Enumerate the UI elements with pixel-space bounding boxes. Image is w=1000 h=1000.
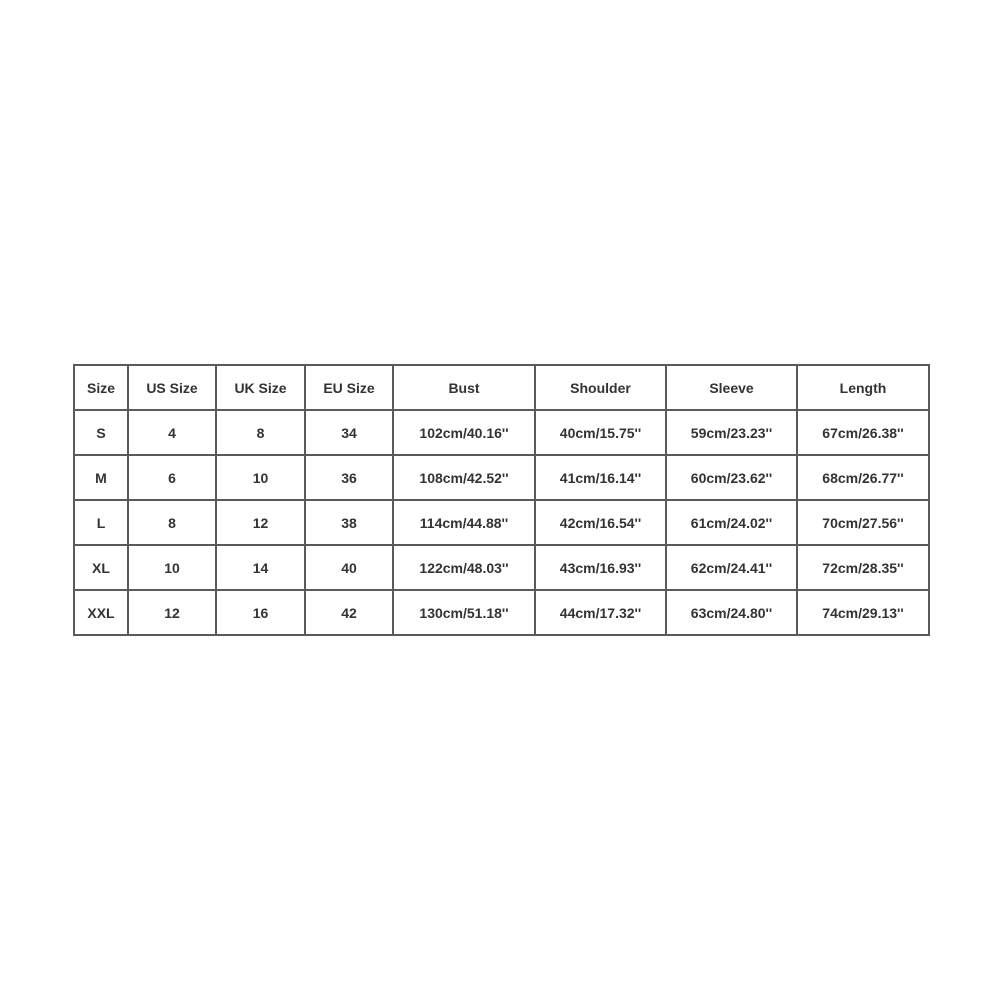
header-cell-eu-size: EU Size bbox=[305, 365, 393, 410]
cell-bust: 122cm/48.03'' bbox=[393, 545, 535, 590]
size-chart-table bbox=[73, 364, 930, 636]
cell-bust: 114cm/44.88'' bbox=[393, 500, 535, 545]
cell-size: L bbox=[74, 500, 128, 545]
table-row bbox=[74, 500, 929, 545]
cell-shoulder: 44cm/17.32'' bbox=[535, 590, 666, 635]
cell-length: 70cm/27.56'' bbox=[797, 500, 929, 545]
cell-us-size: 12 bbox=[128, 590, 216, 635]
cell-uk-size: 8 bbox=[216, 410, 305, 455]
cell-length: 67cm/26.38'' bbox=[797, 410, 929, 455]
header-cell-length: Length bbox=[797, 365, 929, 410]
cell-shoulder: 42cm/16.54'' bbox=[535, 500, 666, 545]
cell-sleeve: 60cm/23.62'' bbox=[666, 455, 797, 500]
cell-uk-size: 16 bbox=[216, 590, 305, 635]
header-cell-uk-size: UK Size bbox=[216, 365, 305, 410]
table-row bbox=[74, 410, 929, 455]
header-cell-us-size: US Size bbox=[128, 365, 216, 410]
cell-length: 72cm/28.35'' bbox=[797, 545, 929, 590]
cell-uk-size: 14 bbox=[216, 545, 305, 590]
cell-eu-size: 40 bbox=[305, 545, 393, 590]
table-row bbox=[74, 545, 929, 590]
table-row bbox=[74, 455, 929, 500]
cell-sleeve: 63cm/24.80'' bbox=[666, 590, 797, 635]
cell-size: XL bbox=[74, 545, 128, 590]
cell-sleeve: 61cm/24.02'' bbox=[666, 500, 797, 545]
cell-us-size: 10 bbox=[128, 545, 216, 590]
cell-us-size: 4 bbox=[128, 410, 216, 455]
table-row bbox=[74, 590, 929, 635]
table-header-row bbox=[74, 365, 929, 410]
cell-sleeve: 59cm/23.23'' bbox=[666, 410, 797, 455]
header-cell-shoulder: Shoulder bbox=[535, 365, 666, 410]
cell-eu-size: 36 bbox=[305, 455, 393, 500]
cell-us-size: 6 bbox=[128, 455, 216, 500]
cell-bust: 108cm/42.52'' bbox=[393, 455, 535, 500]
cell-bust: 102cm/40.16'' bbox=[393, 410, 535, 455]
cell-eu-size: 42 bbox=[305, 590, 393, 635]
cell-bust: 130cm/51.18'' bbox=[393, 590, 535, 635]
cell-uk-size: 12 bbox=[216, 500, 305, 545]
cell-sleeve: 62cm/24.41'' bbox=[666, 545, 797, 590]
cell-us-size: 8 bbox=[128, 500, 216, 545]
cell-size: M bbox=[74, 455, 128, 500]
header-cell-bust: Bust bbox=[393, 365, 535, 410]
cell-length: 68cm/26.77'' bbox=[797, 455, 929, 500]
cell-uk-size: 10 bbox=[216, 455, 305, 500]
header-cell-sleeve: Sleeve bbox=[666, 365, 797, 410]
cell-eu-size: 38 bbox=[305, 500, 393, 545]
cell-shoulder: 43cm/16.93'' bbox=[535, 545, 666, 590]
cell-length: 74cm/29.13'' bbox=[797, 590, 929, 635]
cell-size: S bbox=[74, 410, 128, 455]
cell-eu-size: 34 bbox=[305, 410, 393, 455]
header-cell-size: Size bbox=[74, 365, 128, 410]
cell-size: XXL bbox=[74, 590, 128, 635]
cell-shoulder: 41cm/16.14'' bbox=[535, 455, 666, 500]
cell-shoulder: 40cm/15.75'' bbox=[535, 410, 666, 455]
